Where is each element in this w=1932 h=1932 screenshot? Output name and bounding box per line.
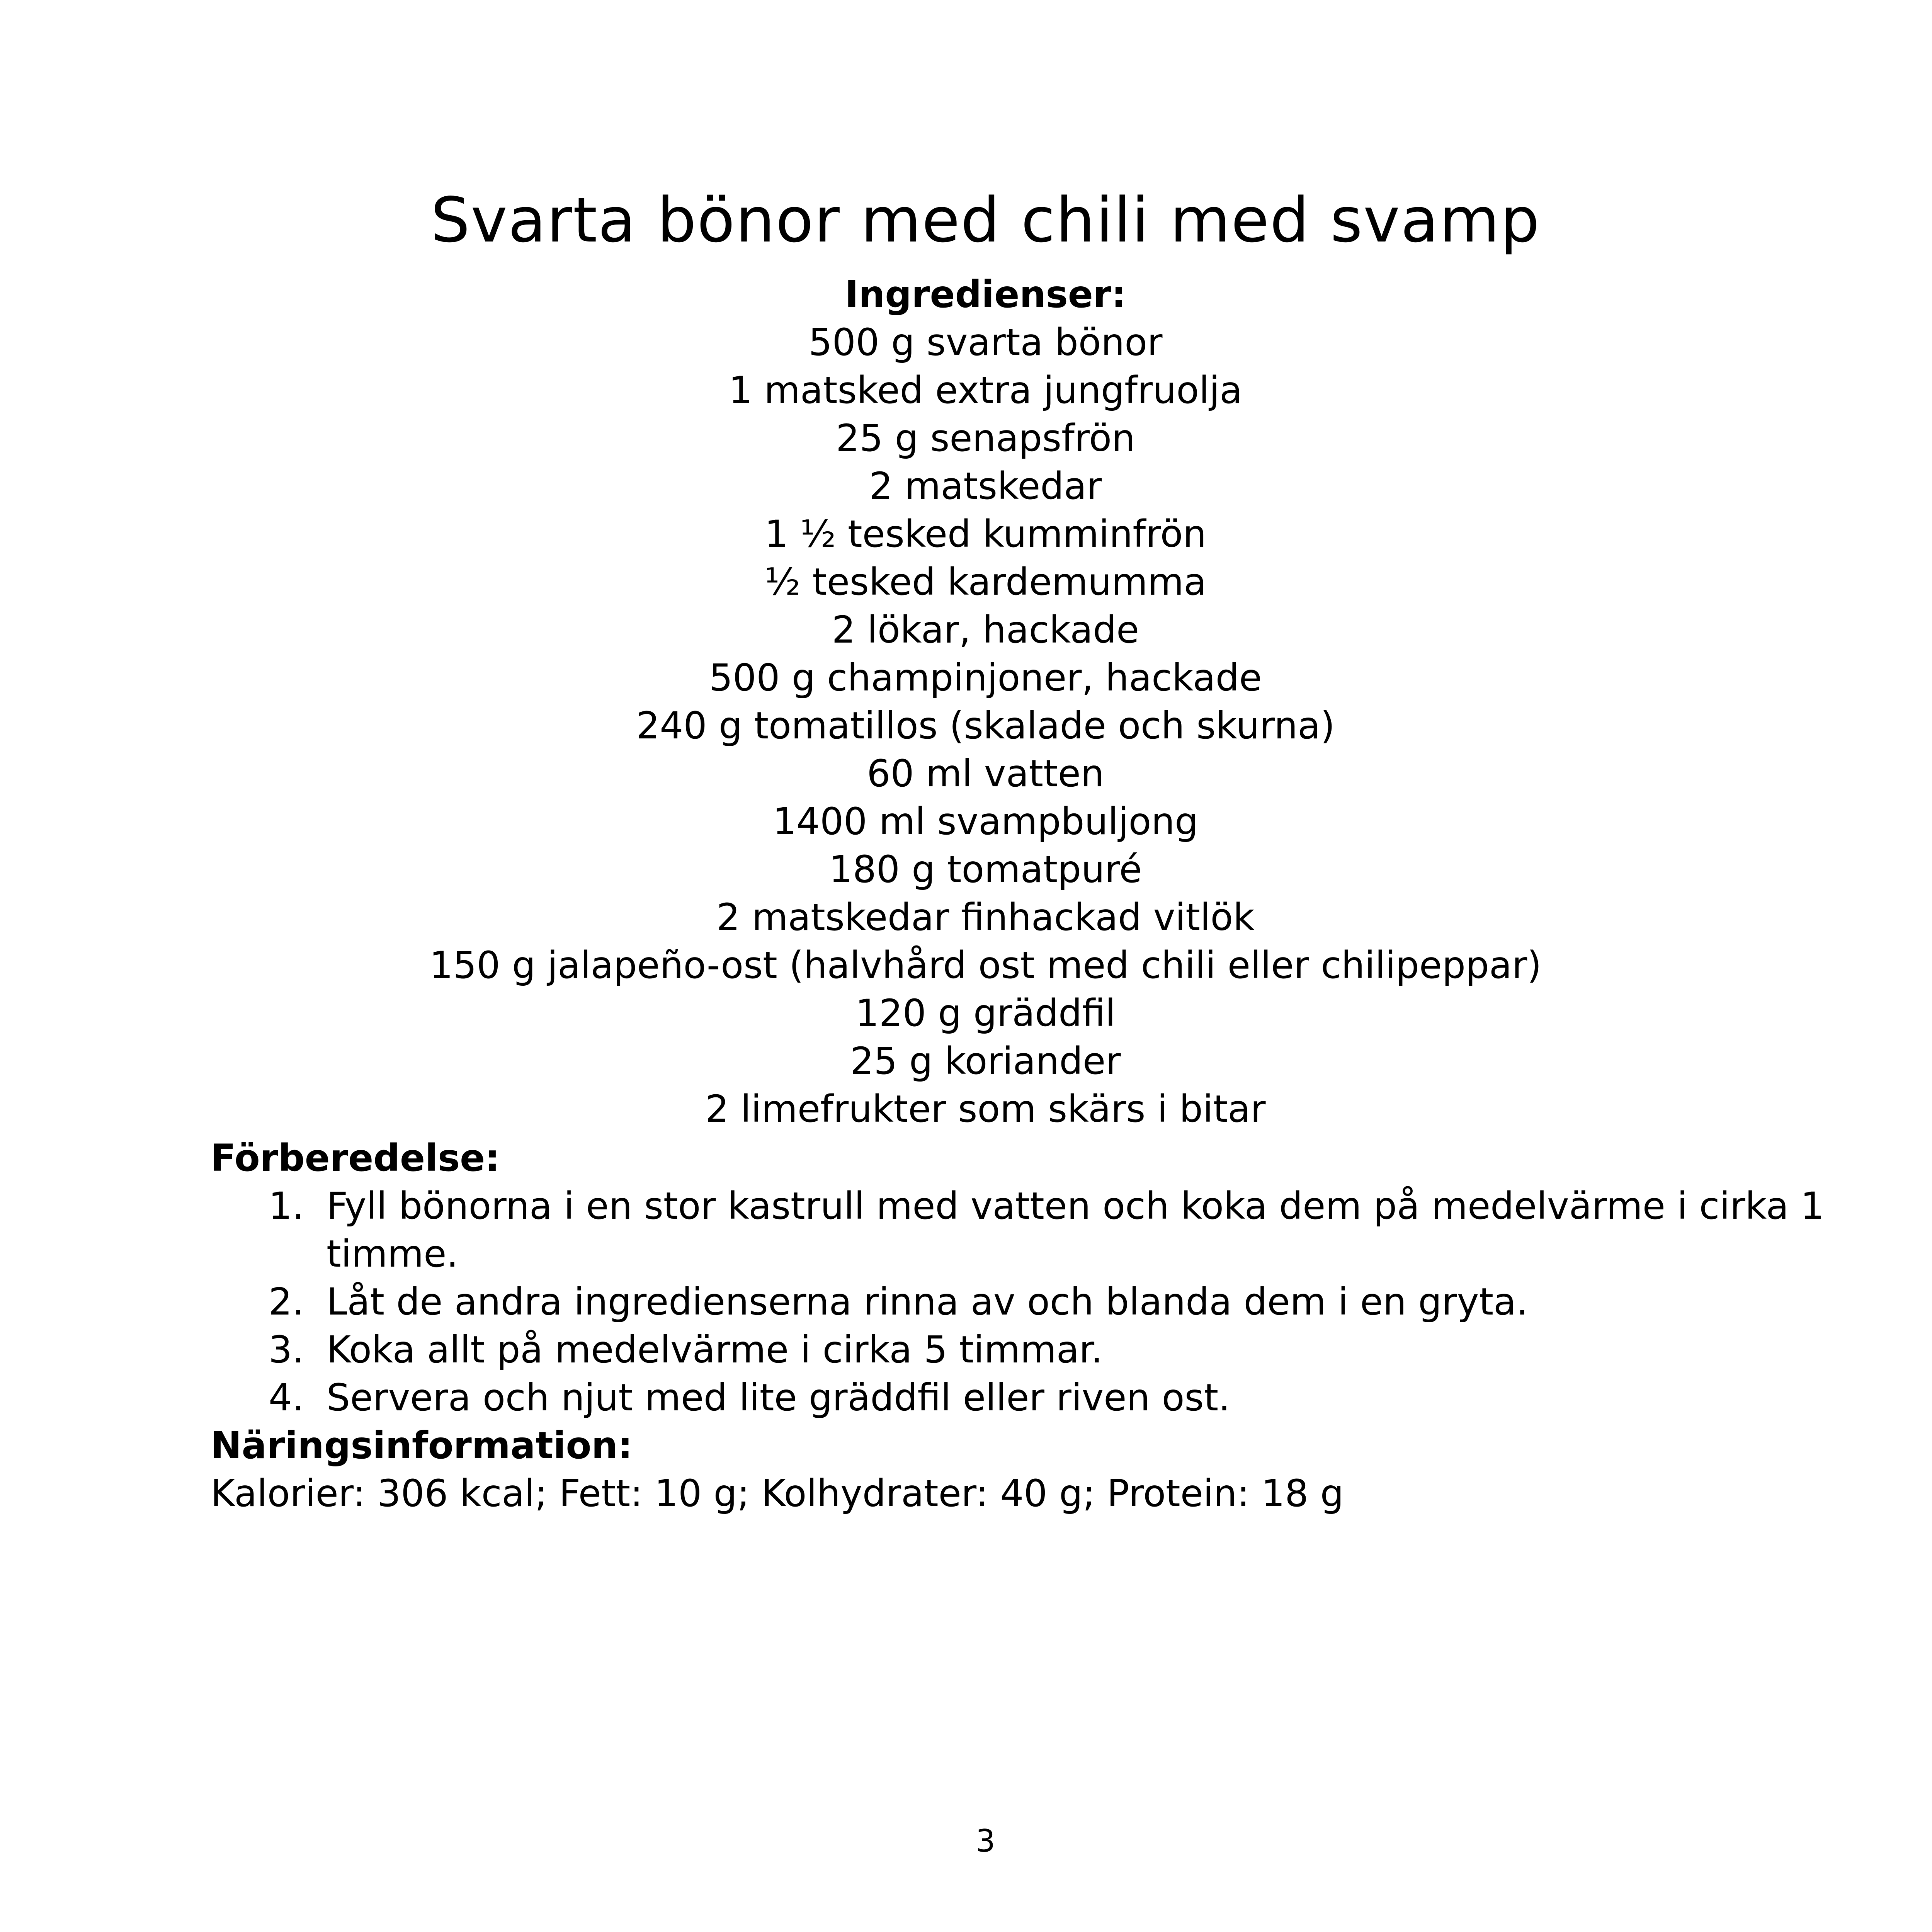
ingredient-item: 150 g jalapeño-ost (halvhård ost med chili eller chilipeppar) [429,944,1542,987]
step-text: Fyll bönorna i en stor kastrull med vatten och koka dem på medelvärme i cirka 1 timme. [327,1184,1824,1276]
ingredient-item: 500 g svarta bönor [808,321,1163,364]
step-item [211,1326,1872,1374]
ingredient-item: 2 lökar, hackade [832,608,1139,651]
ingredient-item: 25 g senapsfrön [836,417,1135,460]
step-text: Servera och njut med lite gräddfil eller riven ost. [327,1376,1230,1419]
step-number: 3. [269,1328,304,1371]
ingredient-item: 1 ½ tesked kumminfrön [764,512,1207,556]
step-number: 4. [269,1376,304,1419]
ingredient-item: ½ tesked kardemumma [764,560,1207,604]
step-number: 2. [269,1280,304,1323]
ingredient-item: 1 matsked extra jungfruolja [728,369,1243,412]
ingredient-item: 120 g gräddfil [855,992,1116,1035]
ingredient-item: 180 g tomatpuré [829,848,1142,891]
preparation-heading: Förberedelse: [211,1136,500,1180]
preparation-section [211,1134,1872,1517]
step-item [211,1278,1872,1326]
step-text: Koka allt på medelvärme i cirka 5 timmar. [327,1328,1103,1371]
nutrition-heading: Näringsinformation: [211,1424,633,1467]
ingredient-item: 2 matskedar finhackad vitlök [716,896,1255,939]
ingredients-heading: Ingredienser: [845,273,1126,316]
ingredient-item: 2 limefrukter som skärs i bitar [705,1087,1266,1131]
ingredient-item: 500 g champinjoner, hackade [709,656,1262,699]
step-text: Låt de andra ingredienserna rinna av och blanda dem i en gryta. [327,1280,1528,1323]
page-number: 3 [976,1823,995,1859]
ingredient-item: 1400 ml svampbuljong [772,800,1199,843]
step-item [211,1374,1872,1422]
ingredient-list [0,318,1932,1133]
step-number: 1. [269,1184,304,1228]
page-title: Svarta bönor med chili med svamp [430,184,1541,256]
ingredient-item: 25 g koriander [850,1039,1121,1083]
step-item [211,1182,1872,1278]
ingredient-item: 60 ml vatten [867,752,1104,795]
ingredient-item: 2 matskedar [869,464,1102,508]
ingredients-section [0,270,1932,1133]
ingredient-item: 240 g tomatillos (skalade och skurna) [636,704,1335,747]
nutrition-text: Kalorier: 306 kcal; Fett: 10 g; Kolhydrater: 40 g; Protein: 18 g [211,1472,1344,1515]
step-list [211,1182,1872,1422]
